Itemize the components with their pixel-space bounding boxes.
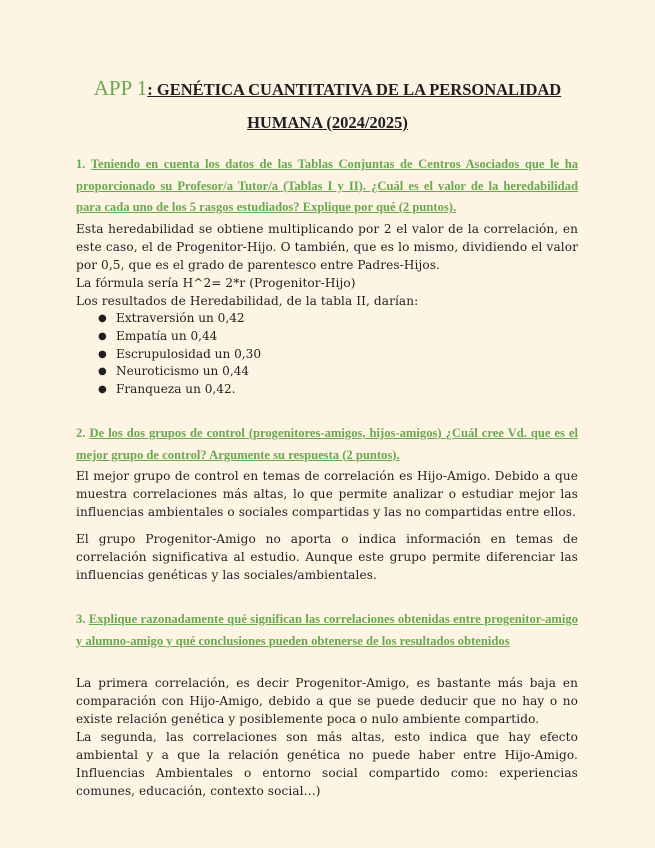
question-1-text: Teniendo en cuenta los datos de las Tablas Conjuntas de Centros Asociados que le ha proporcionado su Profesor/a Tutor/a (Tablas I y II). ¿Cuál es el valor de la heredabilidad para cada uno de los 5 rasgos estudiados? Explique por qué (2 puntos). xyxy=(76,157,578,214)
bullet-icon: ● xyxy=(98,366,107,378)
list-item xyxy=(76,346,578,364)
question-2-text: De los dos grupos de control (progenitores-amigos, hijos-amigos) ¿Cuál cree Vd. que es el mejor grupo de control? Argumente su respuesta (2 puntos). xyxy=(76,426,578,462)
trait-text: Escrupulosidad un 0,30 xyxy=(116,346,262,361)
question-3 xyxy=(76,609,578,652)
title-line-2: HUMANA (2024/2025) xyxy=(247,113,408,132)
bullet-icon: ● xyxy=(98,348,107,360)
app-label: APP 1 xyxy=(93,76,148,100)
list-item xyxy=(76,381,578,399)
list-item xyxy=(76,363,578,381)
question-2 xyxy=(76,423,578,466)
answer-3-paragraph-2: La segunda, las correlaciones son más altas, esto indica que hay efecto ambiental y a que la relación genética no puede haber entre Hijo-Amigo. Influencias Ambientales o entorno social compartido como: experiencias comunes, educación, contexto social…) xyxy=(76,730,578,798)
answer-2-paragraph-1: El mejor grupo de control en temas de correlación es Hijo-Amigo. Debido a que muestra correlaciones más altas, lo que permite analizar o estudiar mejor las influencias ambientales o sociales compartidas y las no compartidas entre ellos. xyxy=(76,469,578,519)
trait-text: Neuroticismo un 0,44 xyxy=(116,364,250,379)
answer-1 xyxy=(76,220,578,399)
list-item xyxy=(76,328,578,346)
bullet-icon: ● xyxy=(98,313,107,324)
answer-3-paragraph-1: La primera correlación, es decir Progenitor-Amigo, es bastante más baja en comparación con Hijo-Amigo, debido a que se puede deducir que no hay o no existe relación genética y posiblemente poca o nulo ambiente compartido. xyxy=(76,676,578,726)
answer-2b xyxy=(76,530,578,584)
question-2-number: 2. xyxy=(76,426,86,440)
question-3-text: Explique razonadamente qué significan las correlaciones obtenidas entre progenitor-amigo y alumno-amigo y qué conclusiones pueden obtenerse de los resultados obtenidos xyxy=(76,612,578,648)
question-3-number: 3. xyxy=(76,612,86,626)
question-1-number: 1. xyxy=(76,157,86,171)
trait-text: Extraversión un 0,42 xyxy=(116,311,245,325)
answer-1-paragraph: Esta heredabilidad se obtiene multiplicando por 2 el valor de la correlación, en este caso, el de Progenitor-Hijo. O también, que es lo mismo, dividiendo el valor por 0,5, que es el grado de parentesco entre Padres-Hijos. xyxy=(76,222,578,272)
bullet-icon: ● xyxy=(98,384,107,396)
list-item xyxy=(76,310,578,328)
answer-3 xyxy=(76,674,578,800)
answer-1-formula: La fórmula sería H^2= 2*r (Progenitor-Hijo) xyxy=(76,276,356,290)
bullet-icon: ● xyxy=(98,330,107,342)
traits-list xyxy=(76,310,578,399)
question-1 xyxy=(76,154,578,219)
trait-text: Franqueza un 0,42. xyxy=(116,382,236,397)
answer-1-results-intro: Los resultados de Heredabilidad, de la tabla II, darían: xyxy=(76,294,419,308)
answer-2-paragraph-2: El grupo Progenitor-Amigo no aporta o indica información en temas de correlación significativa al estudio. Aunque este grupo permite diferenciar las influencias genéticas y las sociales/ambientales. xyxy=(76,532,578,582)
title-line-1: : GENÉTICA CUANTITATIVA DE LA PERSONALIDAD xyxy=(147,80,562,99)
document-title xyxy=(60,74,595,137)
answer-2 xyxy=(76,467,578,521)
trait-text: Empatía un 0,44 xyxy=(116,328,218,343)
